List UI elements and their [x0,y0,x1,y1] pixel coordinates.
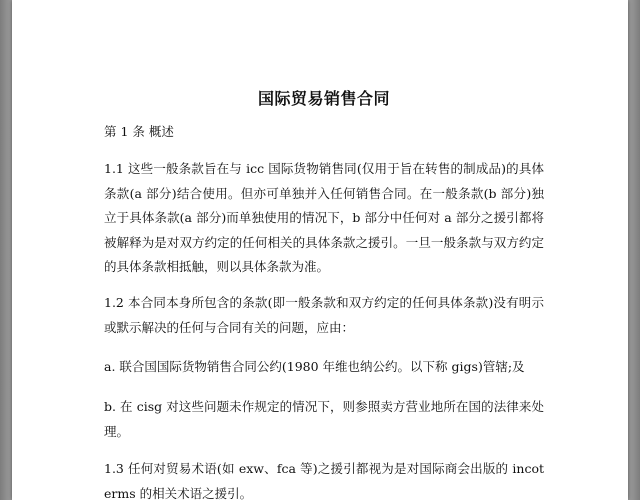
document-page [12,0,628,500]
paragraph-1-2: 1.2 本合同本身所包含的条款(即一般条款和双方约定的任何具体条款)没有明示或默示解决的任何与合同有关的问题，应由： [104,295,544,335]
paragraph-1-3: 1.3 任何对贸易术语(如 exw、fca 等)之援引都视为是对国际商会出版的 incoterms 的相关术语之援引。 [104,461,544,500]
paragraph-1-1: 1.1 这些一般条款旨在与 icc 国际货物销售同(仅用于旨在转售的制成品)的具体条款(a 部分)结合使用。但亦可单独并入任何销售合同。在一般条款(b 部分)独立于具体条款(a 部分)而单独使用的情况下，b 部分中任何对 a 部分之援引都将被解释为是对双方约定的任何相关的具体条款之援引。一旦一般条款与双方约定的具体条款相抵触，则以具体条款为准。 [104,161,544,274]
document-title: 国际贸易销售合同 [257,89,390,108]
paragraph-item-b: b. 在 cisg 对这些问题未作规定的情况下，则参照卖方营业地所在国的法律来处理。 [104,399,544,439]
article-heading: 第 1 条 概述 [104,124,174,139]
paragraph-item-a: a. 联合国国际货物销售合同公约(1980 年维也纳公约。以下称 gigs)管辖;及 [104,359,525,374]
